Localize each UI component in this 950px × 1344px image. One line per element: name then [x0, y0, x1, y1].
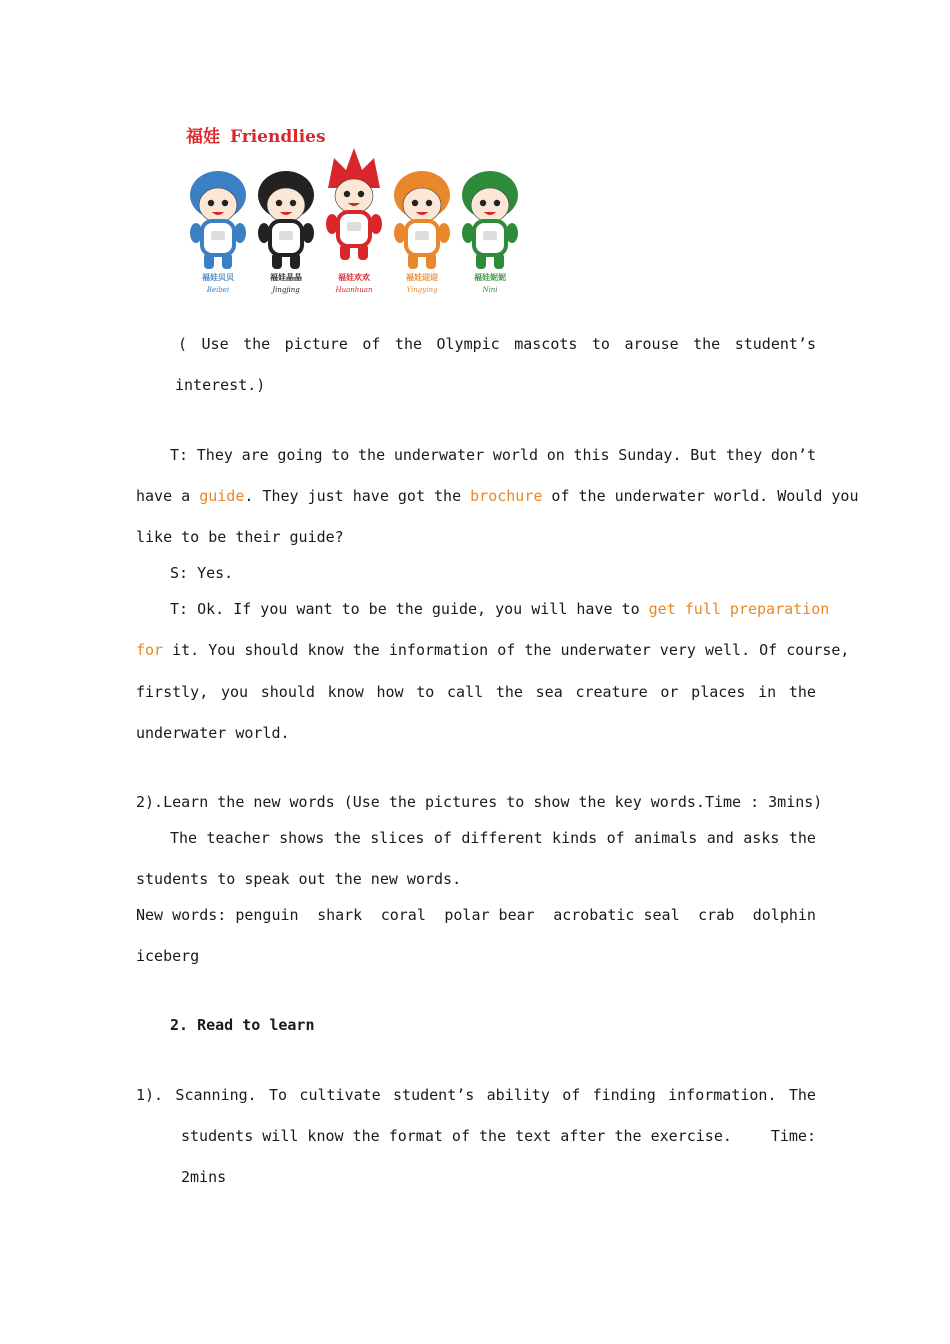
arm: [258, 223, 270, 243]
word: student’s: [734, 335, 816, 353]
word: world: [492, 446, 538, 464]
word: arouse: [624, 335, 679, 353]
leg: [358, 244, 368, 260]
word: going: [277, 446, 323, 464]
text-span: . They just have got the: [244, 487, 471, 505]
scanning-line-1: [136, 1085, 816, 1105]
dialogue-t2-line-2: [136, 640, 849, 660]
mascot-name-en: Jingjing: [272, 286, 300, 294]
dialogue-t2-line-4: underwater world.: [136, 724, 290, 742]
read-to-learn-heading: 2. Read to learn: [170, 1016, 315, 1034]
new-words-list-2: iceberg: [136, 947, 200, 965]
highlight-brochure: brochure: [470, 487, 543, 505]
arm: [234, 223, 246, 243]
learn-words-line-1: [170, 828, 816, 848]
arm: [394, 223, 406, 243]
badge: [211, 231, 225, 240]
word: shows: [279, 829, 325, 847]
word: the: [788, 683, 816, 701]
word: the: [693, 335, 721, 353]
word: of: [433, 829, 452, 847]
word: places: [691, 683, 746, 701]
text-span: T: Ok. If you want to be the guide, you will have to: [170, 600, 649, 618]
dialogue-t2-line-3: [136, 682, 816, 702]
word: coral: [380, 906, 426, 924]
word: to: [331, 446, 350, 464]
new-words-list: [136, 905, 816, 925]
word: are: [241, 446, 269, 464]
word: and: [706, 829, 734, 847]
word: asks: [743, 829, 780, 847]
word: creature: [575, 683, 648, 701]
mascot-yingying: [394, 171, 450, 294]
leg: [222, 253, 232, 269]
word: slices: [370, 829, 425, 847]
mascot-nini: [462, 171, 518, 294]
eye: [208, 200, 214, 206]
word: To: [269, 1086, 288, 1104]
arm: [302, 223, 314, 243]
arm: [370, 214, 382, 234]
mascot-beibei: [190, 171, 246, 294]
mascot-name-cn: 福娃迎迎: [406, 273, 438, 282]
word: of: [562, 1086, 581, 1104]
leg: [272, 253, 282, 269]
mascot-jingjing: [258, 171, 314, 294]
face: [267, 188, 305, 222]
face: [199, 188, 237, 222]
word: Scanning.: [175, 1086, 257, 1104]
word: the: [358, 446, 386, 464]
highlight-for: for: [136, 641, 164, 659]
word: of: [606, 829, 625, 847]
word: The: [170, 829, 198, 847]
badge: [347, 222, 361, 231]
word: student’s: [393, 1086, 475, 1104]
mascot-name-cn: 福娃贝贝: [202, 273, 234, 282]
word: shark: [317, 906, 363, 924]
word: New words: penguin: [136, 906, 299, 924]
word: cultivate: [299, 1086, 381, 1104]
word: sea: [535, 683, 563, 701]
highlight-guide: guide: [199, 487, 245, 505]
text-span: it. You should know the information of the underwater very well. Of course,: [163, 641, 850, 659]
learn-words-heading: 2).Learn the new words (Use the pictures to show the key words.Time : 3mins): [136, 793, 823, 811]
word: the: [243, 335, 271, 353]
word: firstly,: [136, 683, 209, 701]
mascot-name-en: Huanhuan: [335, 286, 373, 294]
scanning-line-3: 2mins: [181, 1168, 227, 1186]
arm: [438, 223, 450, 243]
eye: [290, 200, 296, 206]
word: the: [394, 335, 423, 353]
leg: [204, 253, 214, 269]
word: acrobatic seal: [553, 906, 680, 924]
word: should: [260, 683, 315, 701]
word: polar bear: [444, 906, 535, 924]
word: 1).: [136, 1086, 164, 1104]
word: in: [758, 683, 777, 701]
text-span: have a: [136, 487, 200, 505]
dialogue-t1-line-3: like to be their guide?: [136, 528, 344, 546]
word: call: [447, 683, 484, 701]
mascot-name-cn: 福娃妮妮: [474, 273, 506, 282]
eye: [344, 191, 350, 197]
mascot-name-en: Beibei: [206, 286, 230, 294]
face: [335, 179, 373, 213]
word: to: [416, 683, 435, 701]
scanning-line-2: [181, 1126, 816, 1146]
figure-title-cn: 福娃: [186, 127, 220, 147]
leg: [494, 253, 504, 269]
face: [403, 188, 441, 222]
leg: [476, 253, 486, 269]
word: know: [327, 683, 364, 701]
arm: [190, 223, 202, 243]
word: (: [178, 335, 188, 353]
word: this: [573, 446, 610, 464]
word: how: [376, 683, 404, 701]
word: the: [333, 829, 361, 847]
eye: [412, 200, 418, 206]
word: different: [461, 829, 543, 847]
leg: [290, 253, 300, 269]
eye: [276, 200, 282, 206]
word: The: [788, 1086, 816, 1104]
eye: [494, 200, 500, 206]
mascot-name-cn: 福娃晶晶: [270, 273, 302, 282]
word: teacher: [206, 829, 270, 847]
word: don’t: [770, 446, 816, 464]
badge: [415, 231, 429, 240]
word: to: [591, 335, 610, 353]
word: They: [196, 446, 233, 464]
word: they: [726, 446, 763, 464]
caption-line-1: [178, 334, 816, 354]
mascot-name-en: Nini: [482, 286, 498, 294]
eye: [358, 191, 364, 197]
word: kinds: [552, 829, 598, 847]
leg: [408, 253, 418, 269]
mascot-name-en: Yingying: [406, 286, 438, 294]
olympic-mascots-picture: [178, 118, 528, 308]
dialogue-s1: S: Yes.: [170, 564, 234, 582]
leg: [426, 253, 436, 269]
word: finding: [592, 1086, 656, 1104]
eye: [222, 200, 228, 206]
word: or: [660, 683, 679, 701]
mascot-name-cn: 福娃欢欢: [338, 273, 370, 282]
text-span: students will know the format of the text after the exercise.: [181, 1127, 732, 1145]
dialogue-t2-line-1: [170, 599, 829, 619]
badge: [279, 231, 293, 240]
figure-title-en: Friendlies: [230, 127, 326, 147]
word: But: [690, 446, 718, 464]
word: you: [220, 683, 249, 701]
mascot-group: [190, 148, 518, 294]
word: the: [495, 683, 523, 701]
word: ability: [486, 1086, 550, 1104]
word: crab: [698, 906, 735, 924]
word: picture: [284, 335, 348, 353]
learn-words-line-2: students to speak out the new words.: [136, 870, 462, 888]
arm: [506, 223, 518, 243]
leg: [340, 244, 350, 260]
eye: [480, 200, 486, 206]
word: animals: [634, 829, 698, 847]
highlight-get-full-preparation: get full preparation: [648, 600, 830, 618]
word: mascots: [514, 335, 578, 353]
word: T:: [170, 446, 189, 464]
face: [471, 188, 509, 222]
mascot-huanhuan: [326, 148, 382, 294]
word: information.: [668, 1086, 777, 1104]
word: Use: [201, 335, 229, 353]
eye: [426, 200, 432, 206]
word: the: [788, 829, 816, 847]
word: dolphin: [752, 906, 816, 924]
caption-line-2: interest.): [175, 376, 266, 394]
word: Sunday.: [618, 446, 682, 464]
badge: [483, 231, 497, 240]
word: Olympic: [436, 335, 500, 353]
arm: [326, 214, 338, 234]
arm: [462, 223, 474, 243]
dialogue-t1-line-2: [136, 486, 859, 506]
dialogue-t1-line-1: [170, 445, 816, 465]
word: of: [362, 335, 381, 353]
text-span: of the underwater world. Would you: [542, 487, 859, 505]
time-label: Time:: [770, 1127, 816, 1145]
word: on: [546, 446, 565, 464]
word: underwater: [393, 446, 485, 464]
